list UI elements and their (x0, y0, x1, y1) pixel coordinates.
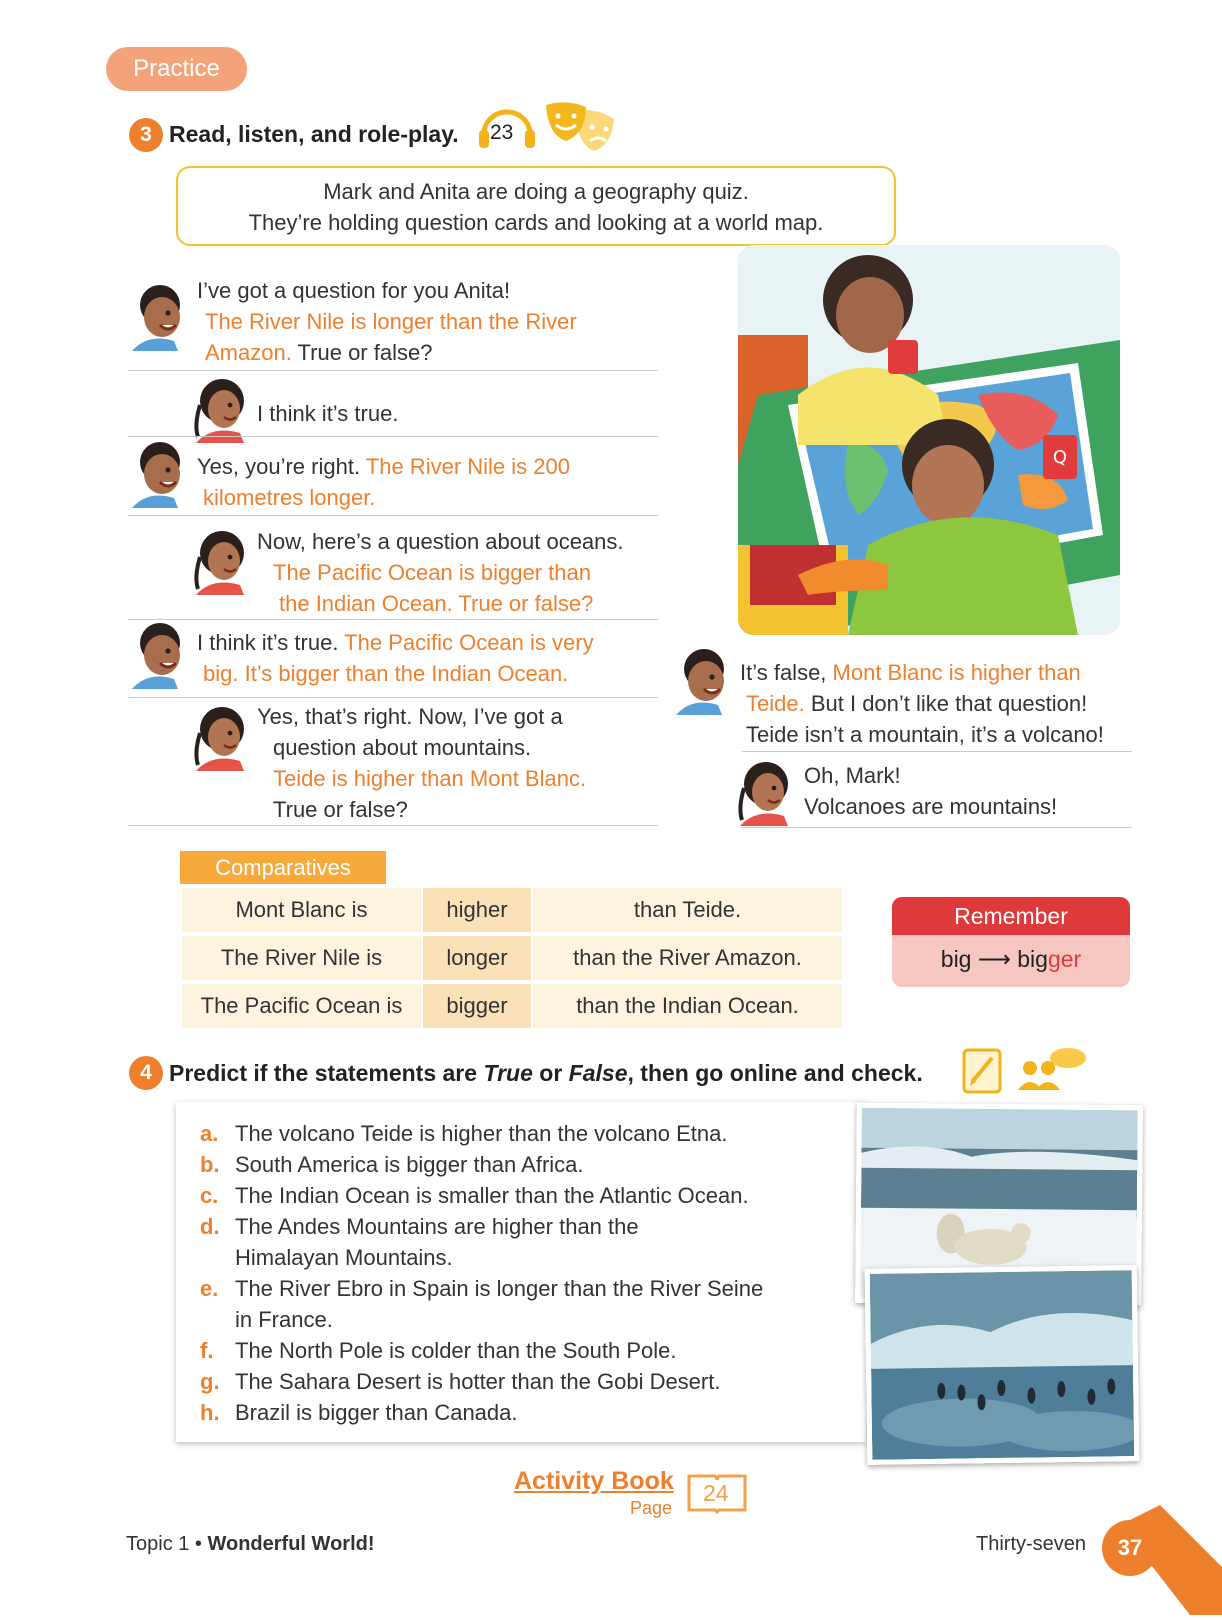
dialogue-text: Teide isn’t a mountain, it’s a volcano! (746, 722, 1104, 747)
statement-item (200, 1273, 763, 1304)
dialogue-text: It’s false, (740, 660, 833, 685)
anita-avatar (734, 758, 796, 826)
track-number: 23 (490, 121, 514, 144)
activity-3-title: Read, listen, and role-play. (169, 121, 459, 147)
comparatives-cell: than the River Amazon. (533, 936, 842, 980)
statement-item (200, 1242, 763, 1273)
statement-letter: f. (200, 1338, 214, 1363)
dialogue-line (257, 588, 624, 619)
dialogue-line (257, 557, 624, 588)
dialogue-text: Yes, that’s right. Now, I’ve got a (257, 704, 563, 729)
highlighted-sentence: The Pacific Ocean is bigger than (273, 560, 591, 585)
highlighted-sentence: kilometres longer. (203, 485, 376, 510)
dialogue-text: I think it’s true. (257, 401, 399, 426)
dialogue-line (804, 760, 1057, 791)
dialogue-line (197, 451, 570, 482)
dialogue-line (740, 657, 1104, 688)
statement-letter (200, 1242, 235, 1273)
mark-avatar (128, 283, 190, 351)
highlighted-sentence: The River Nile is longer than the River (205, 309, 577, 334)
dialogue-line (740, 719, 1104, 750)
dialogue-turn (197, 275, 577, 368)
statement-item (200, 1366, 763, 1397)
dialogue-turn (257, 701, 586, 825)
statement-text: South America is bigger than Africa. (235, 1152, 584, 1177)
comparatives-row (182, 936, 842, 980)
statement-text: Brazil is bigger than Canada. (235, 1400, 518, 1425)
dialogue-text: Volcanoes are mountains! (804, 794, 1058, 819)
highlighted-sentence: big. It’s bigger than the Indian Ocean. (203, 661, 569, 686)
dialogue-line (197, 306, 577, 337)
arrow-right-icon: ⟶ (977, 946, 1011, 972)
remember-box (892, 897, 1130, 987)
dialogue-divider (128, 370, 658, 371)
activity-book-page-number: 24 (703, 1480, 729, 1506)
highlighted-sentence: The Pacific Ocean is very (344, 630, 594, 655)
statement-item (200, 1118, 763, 1149)
dialogue-text: But I don’t like that question! (804, 691, 1088, 716)
statement-item (200, 1304, 763, 1335)
statements-list (200, 1118, 763, 1428)
dialogue-divider (128, 825, 658, 826)
statement-text: in France. (235, 1307, 333, 1332)
notebook-pencil-icon (960, 1046, 1006, 1096)
statement-letter: c. (200, 1183, 219, 1208)
title-part-false: False (568, 1060, 628, 1086)
dialogue-text: True or false? (273, 797, 408, 822)
dialogue-line (197, 658, 594, 689)
statement-letter: h. (200, 1400, 220, 1425)
page-number: 37 (1102, 1520, 1158, 1576)
remember-base: big (940, 946, 972, 972)
dialogue-line (197, 482, 570, 513)
dialogue-turn (197, 451, 570, 513)
mark-avatar (128, 621, 190, 689)
activity-book-link[interactable]: Activity Book (514, 1467, 674, 1495)
practice-label: Practice (106, 47, 247, 91)
activity-3-number: 3 (129, 118, 163, 152)
statement-letter: b. (200, 1152, 220, 1177)
statement-text: The Andes Mountains are higher than the (235, 1214, 639, 1239)
statement-letter: d. (200, 1214, 220, 1239)
statement-item (200, 1149, 763, 1180)
dialogue-text: I’ve got a question for you Anita! (197, 278, 511, 303)
open-book-icon[interactable] (686, 1472, 748, 1514)
statement-item (200, 1397, 763, 1428)
statement-item (200, 1211, 763, 1242)
mark-avatar (128, 440, 190, 508)
dialogue-line (257, 398, 398, 429)
dialogue-divider (128, 619, 658, 620)
dialogue-divider (128, 697, 658, 698)
remember-stem: big (1017, 946, 1048, 972)
anita-avatar (190, 375, 252, 443)
dialogue-text: question about mountains. (273, 735, 532, 760)
dialogue-turn (197, 627, 594, 689)
statement-letter: e. (200, 1276, 219, 1301)
footer-topic-name: Wonderful World! (207, 1533, 375, 1555)
intro-line-2: They’re holding question cards and looking at a world map. (248, 210, 824, 235)
highlighted-sentence: Teide. (746, 691, 805, 716)
dialogue-turn (804, 760, 1057, 822)
remember-rule (892, 935, 1130, 987)
statement-letter: a. (200, 1121, 219, 1146)
highlighted-sentence: The River Nile is 200 (365, 454, 570, 479)
statement-text: The volcano Teide is higher than the volcano Etna. (235, 1121, 728, 1146)
statement-letter (200, 1304, 235, 1335)
statement-letter: g. (200, 1369, 220, 1394)
anita-avatar (190, 527, 252, 595)
comparatives-cell: than the Indian Ocean. (533, 984, 842, 1028)
statement-text: Himalayan Mountains. (235, 1245, 453, 1270)
dialogue-line (804, 791, 1057, 822)
remember-suffix: ger (1047, 946, 1082, 972)
footer-topic (126, 1533, 375, 1556)
dialogue-line (257, 701, 586, 732)
statement-text: The Sahara Desert is hotter than the Gobi Desert. (235, 1369, 721, 1394)
comparative-adjective: bigger (423, 984, 531, 1028)
dialogue-line (257, 763, 586, 794)
comparatives-cell: The Pacific Ocean is (182, 984, 421, 1028)
comparative-adjective: higher (423, 888, 531, 932)
anita-avatar (190, 703, 252, 771)
title-part: Predict if the statements are (169, 1060, 484, 1086)
dialogue-turn (257, 398, 398, 429)
dialogue-text: True or false? (291, 340, 433, 365)
comparatives-title: Comparatives (180, 851, 386, 884)
dialogue-line (197, 627, 594, 658)
dialogue-divider (128, 436, 658, 437)
dialogue-text: I think it’s true. (197, 630, 345, 655)
mark-avatar (672, 647, 734, 715)
highlighted-sentence: the Indian Ocean. True or false? (279, 591, 594, 616)
activity-4-title (169, 1060, 923, 1087)
highlighted-sentence: Mont Blanc is higher than (832, 660, 1081, 685)
intro-box (176, 166, 896, 246)
dialogue-line (257, 526, 624, 557)
comparative-adjective: longer (423, 936, 531, 980)
statement-text: The Indian Ocean is smaller than the Atlantic Ocean. (235, 1183, 749, 1208)
quiz-scene-illustration (738, 245, 1120, 635)
headphones-icon[interactable] (478, 108, 536, 150)
dialogue-turn (740, 657, 1104, 750)
intro-line-1: Mark and Anita are doing a geography quiz. (323, 179, 749, 204)
penguins-photo (865, 1265, 1140, 1465)
activity-book-page-word: Page (630, 1498, 673, 1518)
remember-title: Remember (892, 897, 1130, 935)
comparatives-row (182, 984, 842, 1028)
dialogue-text: Now, here’s a question about oceans. (257, 529, 624, 554)
activity-4-number: 4 (129, 1056, 163, 1090)
dialogue-line (257, 732, 586, 763)
footer-page-words: Thirty-seven (976, 1533, 1087, 1555)
dialogue-text: Yes, you’re right. (197, 454, 366, 479)
comparatives-cell: Mont Blanc is (182, 888, 421, 932)
dialogue-divider (742, 827, 1132, 828)
svg-text:Q: Q (1052, 447, 1068, 468)
statement-text: The River Ebro in Spain is longer than the River Seine (235, 1276, 764, 1301)
dialogue-divider (128, 515, 658, 516)
title-part: or (532, 1060, 569, 1086)
drama-masks-icon (544, 101, 620, 155)
comparatives-table (180, 884, 844, 1032)
dialogue-text: Oh, Mark! (804, 763, 901, 788)
pair-talk-icon (1016, 1046, 1086, 1094)
dialogue-turn (257, 526, 624, 619)
dialogue-divider (742, 751, 1132, 752)
comparatives-cell: The River Nile is (182, 936, 421, 980)
dialogue-line (740, 688, 1104, 719)
statement-item (200, 1180, 763, 1211)
statement-item (200, 1335, 763, 1366)
comparatives-cell: than Teide. (533, 888, 842, 932)
comparatives-row (182, 888, 842, 932)
title-part: , then go online and check. (627, 1060, 923, 1086)
dialogue-line (257, 794, 586, 825)
statement-text: The North Pole is colder than the South Pole. (235, 1338, 677, 1363)
highlighted-sentence: Teide is higher than Mont Blanc. (273, 766, 587, 791)
footer-topic-prefix: Topic 1 • (126, 1533, 208, 1555)
dialogue-line (197, 337, 577, 368)
title-part-true: True (483, 1060, 533, 1086)
dialogue-line (197, 275, 577, 306)
highlighted-sentence: Amazon. (205, 340, 292, 365)
